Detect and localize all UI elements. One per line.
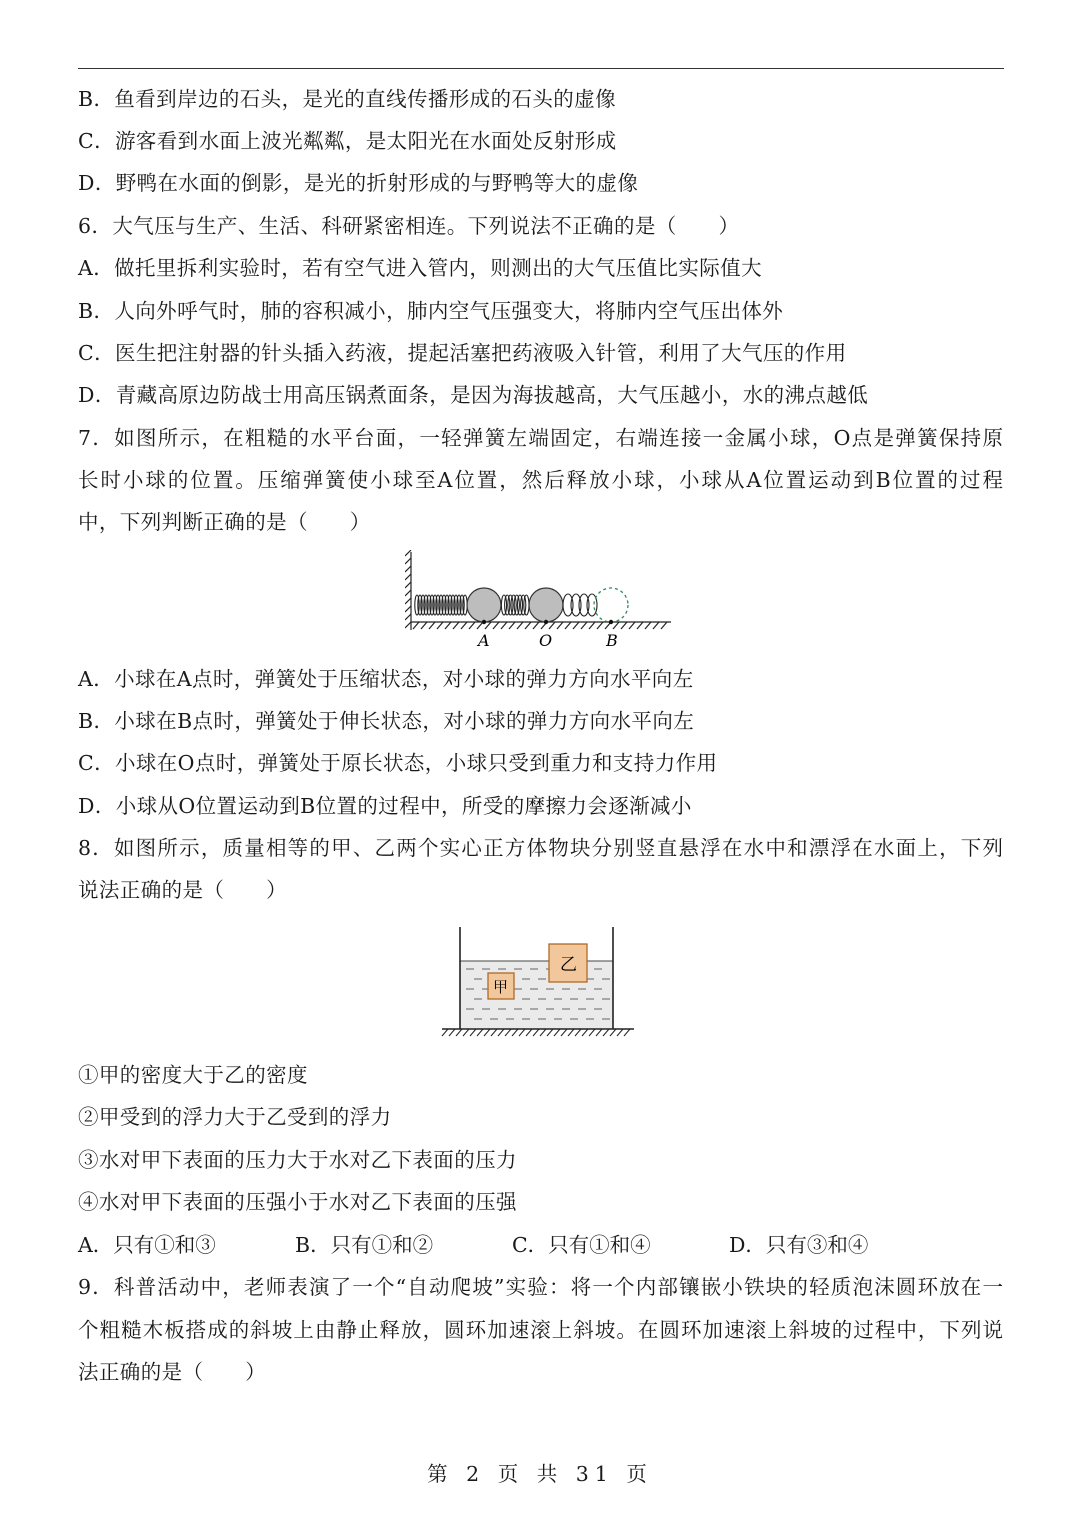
spring-ball-figure (405, 550, 675, 650)
q8-option-b: B．只有①和② (295, 1233, 434, 1257)
q7-stem-line2: 长时小球的位置。压缩弹簧使小球至A位置，然后释放小球，小球从A位置运动到B位置的过程 (78, 468, 1003, 492)
q7-stem-line3: 中，下列判断正确的是（ ） (78, 510, 371, 534)
q6-option-b: B．人向外呼气时，肺的容积减小，肺内空气压强变大，将肺内空气压出体外 (78, 299, 784, 323)
spring-compressed (415, 595, 467, 615)
point-b (609, 620, 613, 624)
q8-stem-line1: 8．如图所示，质量相等的甲、乙两个实心正方体物块分别竖直悬浮在水中和漂浮在水面上，下列 (78, 836, 1003, 860)
ball-at-o (529, 588, 563, 622)
ball-at-b-dashed (594, 588, 628, 622)
q5-option-b: B．鱼看到岸边的石头，是光的直线传播形成的石头的虚像 (78, 87, 616, 111)
label-b: B (606, 631, 618, 650)
q9-stem-line1: 9．科普活动中，老师表演了一个“自动爬坡”实验：将一个内部镶嵌小铁块的轻质泡沫圆环放在一 (78, 1275, 1003, 1299)
floor (411, 622, 671, 629)
ball-at-a (467, 588, 501, 622)
q7-option-b: B．小球在B点时，弹簧处于伸长状态，对小球的弹力方向水平向左 (78, 709, 695, 733)
floor-hatch (442, 1029, 630, 1036)
label-a: A (478, 631, 490, 650)
q8-option-c: C．只有①和④ (512, 1233, 651, 1257)
spring-middle (501, 595, 529, 615)
q8-statement-3: ③水对甲下表面的压力大于水对乙下表面的压力 (78, 1148, 517, 1172)
q8-stem-line2: 说法正确的是（ ） (78, 878, 287, 902)
q8-statement-2: ②甲受到的浮力大于乙受到的浮力 (78, 1105, 392, 1129)
point-o (544, 620, 548, 624)
q5-option-c: C．游客看到水面上波光粼粼，是太阳光在水面处反射形成 (78, 129, 617, 153)
block-jia-label: 甲 (493, 978, 509, 996)
point-a (482, 620, 486, 624)
block-yi-label: 乙 (560, 955, 577, 975)
q8-statement-4: ④水对甲下表面的压强小于水对乙下表面的压强 (78, 1190, 517, 1214)
q5-option-d: D．野鸭在水面的倒影，是光的折射形成的与野鸭等大的虚像 (78, 171, 639, 195)
q8-option-a: A．只有①和③ (78, 1233, 216, 1257)
q6-option-a: A．做托里拆利实验时，若有空气进入管内，则测出的大气压值比实际值大 (78, 256, 763, 280)
q7-option-c: C．小球在O点时，弹簧处于原长状态，小球只受到重力和支持力作用 (78, 751, 718, 775)
spring-extended (563, 594, 597, 616)
q7-stem-line1: 7．如图所示，在粗糙的水平台面，一轻弹簧左端固定，右端连接一金属小球，O点是弹簧保持原 (78, 426, 1003, 450)
q6-stem: 6．大气压与生产、生活、科研紧密相连。下列说法不正确的是（ ） (78, 214, 740, 238)
q9-stem-line3: 法正确的是（ ） (78, 1360, 267, 1384)
wall (405, 550, 411, 630)
label-o: O (539, 631, 553, 650)
q7-option-d: D．小球从O位置运动到B位置的过程中，所受的摩擦力会逐渐减小 (78, 794, 692, 818)
q8-options (78, 1231, 1003, 1259)
q8-statement-1: ①甲的密度大于乙的密度 (78, 1063, 308, 1087)
q9-stem-line2: 个粗糙木板搭成的斜坡上由静止释放，圆环加速滚上斜坡。在圆环加速滚上斜坡的过程中，下列说 (78, 1318, 1003, 1342)
water-container-figure (440, 925, 640, 1040)
q7-option-a: A．小球在A点时，弹簧处于压缩状态，对小球的弹力方向水平向左 (78, 667, 694, 691)
q6-option-c: C．医生把注射器的针头插入药液，提起活塞把药液吸入针管，利用了大气压的作用 (78, 341, 847, 365)
page-footer: 第 2 页 共 31 页 (427, 1462, 653, 1486)
header-rule (78, 68, 1004, 69)
q6-option-d: D．青藏高原边防战士用高压锅煮面条，是因为海拔越高，大气压越小，水的沸点越低 (78, 383, 869, 407)
q8-option-d: D．只有③和④ (729, 1233, 869, 1257)
